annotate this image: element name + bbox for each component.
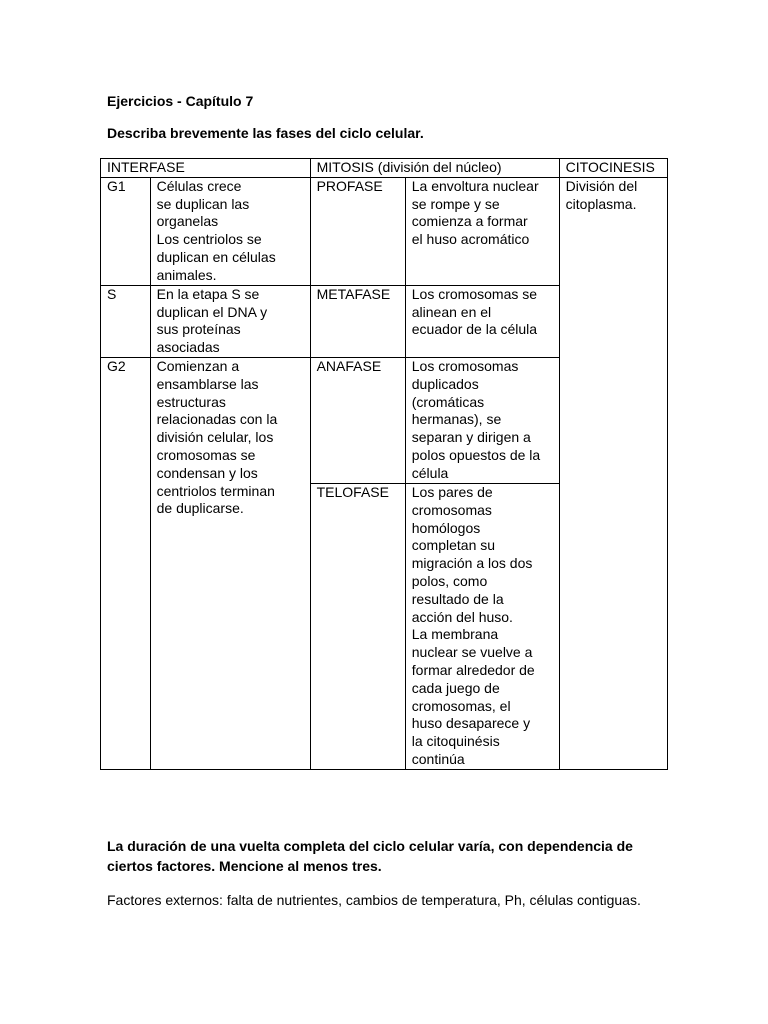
mitosis-phase-metafase: METAFASE xyxy=(310,285,405,357)
header-citocinesis: CITOCINESIS xyxy=(559,159,667,178)
mitosis-desc-telofase: Los pares de cromosomas homólogos completan su migración a los dos polos, como resultado de la acción del huso. La membrana nuclear se vuelve a formar alrededor de cada juego de cromosomas, el huso desaparece y la citoquinésis continúa xyxy=(405,483,559,769)
interfase-phase-g2: G2 xyxy=(101,357,151,769)
answer-2: Factores externos: falta de nutrientes, cambios de temperatura, Ph, células contiguas. xyxy=(107,892,641,908)
interfase-desc-g1: Células crece se duplican las organelas Los centriolos se duplican en células animales. xyxy=(150,177,310,285)
interfase-desc-g2: Comienzan a ensamblarse las estructuras relacionadas con la división celular, los cromosomas se condensan y los centriolos terminan de duplicarse. xyxy=(150,357,310,769)
document-title: Ejercicios - Capítulo 7 xyxy=(107,93,254,109)
mitosis-phase-telofase: TELOFASE xyxy=(310,483,405,769)
header-interfase: INTERFASE xyxy=(101,159,311,178)
interfase-phase-s: S xyxy=(101,285,151,357)
table-row xyxy=(101,177,668,285)
mitosis-desc-metafase: Los cromosomas se alinean en el ecuador de la célula xyxy=(405,285,559,357)
cell-cycle-table xyxy=(100,158,668,770)
mitosis-phase-anafase: ANAFASE xyxy=(310,357,405,483)
mitosis-phase-profase: PROFASE xyxy=(310,177,405,285)
question-2: La duración de una vuelta completa del ciclo celular varía, con dependencia de ciertos factores. Mencione al menos tres. xyxy=(107,838,633,874)
table-header-row xyxy=(101,159,668,178)
citocinesis-desc: División del citoplasma. xyxy=(559,177,667,769)
header-mitosis: MITOSIS (división del núcleo) xyxy=(310,159,559,178)
mitosis-desc-anafase: Los cromosomas duplicados (cromáticas hermanas), se separan y dirigen a polos opuestos de la célula xyxy=(405,357,559,483)
mitosis-desc-profase: La envoltura nuclear se rompe y se comienza a formar el huso acromático xyxy=(405,177,559,285)
interfase-desc-s: En la etapa S se duplican el DNA y sus proteínas asociadas xyxy=(150,285,310,357)
question-1: Describa brevemente las fases del ciclo celular. xyxy=(107,125,424,141)
interfase-phase-g1: G1 xyxy=(101,177,151,285)
